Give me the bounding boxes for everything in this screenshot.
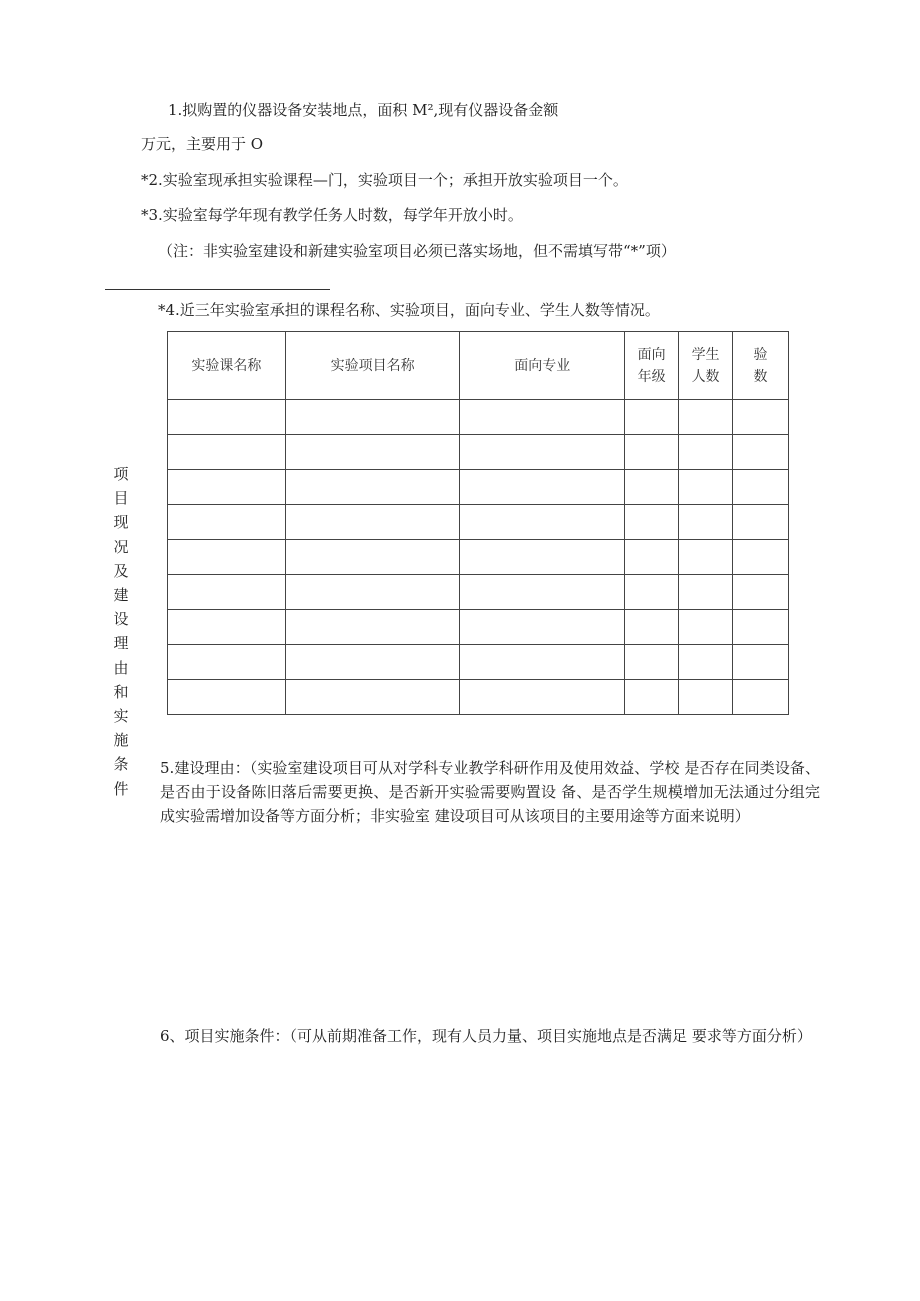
table-cell[interactable]	[168, 645, 286, 680]
side-label-char: 现	[113, 513, 129, 532]
table-cell[interactable]	[733, 470, 789, 505]
header-project-name: 实验项目名称	[285, 332, 460, 400]
note: （注：非实验室建设和新建实验室项目必须已落实场地，但不需填写带“*”项）	[158, 242, 676, 260]
table-cell[interactable]	[625, 680, 679, 715]
table-cell[interactable]	[460, 540, 625, 575]
table-cell[interactable]	[168, 540, 286, 575]
table-cell[interactable]	[285, 575, 460, 610]
side-label-char: 施	[113, 731, 129, 750]
table-row	[168, 610, 789, 645]
side-label-char: 及	[113, 561, 129, 580]
side-label-char: 理	[113, 634, 129, 653]
item-3: *3.实验室每学年现有教学任务人时数，每学年开放小时。	[141, 206, 523, 224]
table-cell[interactable]	[285, 435, 460, 470]
header-grade	[625, 332, 679, 400]
table-cell[interactable]	[168, 680, 286, 715]
header-count-text: 验数	[753, 346, 768, 385]
table-cell[interactable]	[733, 400, 789, 435]
item-5-reason: 5.建设理由：（实验室建设项目可从对学科专业教学科研作用及使用效益、学校 是否存在同类设备、是否由于设备陈旧落后需要更换、是否新开实验需要购置设 备、是否学生规模增加无法通过分组完成实验需增加设备等方面分析；非实验室 建设项目可从该项目的主要用途等方面来说明）	[160, 759, 820, 825]
item-1-continuation: 万元，主要用于 O	[141, 135, 264, 153]
table-cell[interactable]	[679, 575, 733, 610]
side-label-char: 和	[113, 682, 129, 701]
header-students	[679, 332, 733, 400]
table-cell[interactable]	[679, 645, 733, 680]
item-6-conditions: 6、项目实施条件：（可从前期准备工作，现有人员力量、项目实施地点是否满足 要求等方面分析）	[160, 1027, 812, 1045]
header-students-text: 学生人数	[691, 346, 720, 385]
table-cell[interactable]	[460, 680, 625, 715]
side-label-char: 件	[113, 779, 129, 798]
side-label-char: 项	[113, 465, 129, 483]
table-row	[168, 505, 789, 540]
table-cell[interactable]	[625, 645, 679, 680]
table-cell[interactable]	[625, 575, 679, 610]
side-label-char: 条	[113, 755, 129, 774]
side-label-char: 况	[113, 537, 129, 556]
table-row	[168, 435, 789, 470]
header-count	[733, 332, 789, 400]
table-row	[168, 470, 789, 505]
table-cell[interactable]	[285, 540, 460, 575]
table-cell[interactable]	[625, 400, 679, 435]
table-row	[168, 540, 789, 575]
header-grade-text: 面向年级	[637, 346, 666, 385]
side-label-char: 目	[113, 489, 129, 508]
table-cell[interactable]	[625, 540, 679, 575]
table-cell[interactable]	[460, 400, 625, 435]
table-cell[interactable]	[733, 505, 789, 540]
table-cell[interactable]	[625, 610, 679, 645]
table-cell[interactable]	[733, 540, 789, 575]
side-section-label	[111, 462, 131, 801]
side-label-char: 建	[113, 586, 129, 605]
table-cell[interactable]	[285, 680, 460, 715]
item-1-line: 1.拟购置的仪器设备安装地点，面积 M²,现有仪器设备金额	[168, 101, 559, 119]
table-row	[168, 645, 789, 680]
table-cell[interactable]	[168, 575, 286, 610]
table-cell[interactable]	[679, 610, 733, 645]
table-cell[interactable]	[625, 505, 679, 540]
header-major: 面向专业	[460, 332, 625, 400]
table-cell[interactable]	[168, 435, 286, 470]
table-cell[interactable]	[733, 645, 789, 680]
table-cell[interactable]	[679, 435, 733, 470]
divider-line	[105, 289, 330, 290]
table-cell[interactable]	[679, 470, 733, 505]
table-cell[interactable]	[733, 575, 789, 610]
table-cell[interactable]	[460, 470, 625, 505]
table-cell[interactable]	[679, 400, 733, 435]
table-row	[168, 575, 789, 610]
table-row	[168, 400, 789, 435]
table-cell[interactable]	[733, 435, 789, 470]
item-2: *2.实验室现承担实验课程—门，实验项目一个；承担开放实验项目一个。	[141, 171, 628, 189]
table-header-row	[168, 332, 789, 400]
table-cell[interactable]	[168, 505, 286, 540]
table-cell[interactable]	[168, 610, 286, 645]
table-cell[interactable]	[460, 610, 625, 645]
table-cell[interactable]	[285, 400, 460, 435]
table-cell[interactable]	[460, 575, 625, 610]
table-cell[interactable]	[733, 610, 789, 645]
table-cell[interactable]	[625, 435, 679, 470]
header-course-name: 实验课名称	[168, 332, 286, 400]
table-cell[interactable]	[460, 645, 625, 680]
table-cell[interactable]	[460, 505, 625, 540]
table-cell[interactable]	[285, 645, 460, 680]
table-cell[interactable]	[679, 680, 733, 715]
table-cell[interactable]	[168, 470, 286, 505]
side-label-char: 由	[113, 658, 129, 677]
side-label-char: 实	[113, 707, 129, 726]
side-label-char: 设	[113, 610, 129, 629]
table-cell[interactable]	[285, 505, 460, 540]
table-cell[interactable]	[285, 610, 460, 645]
table-row	[168, 680, 789, 715]
table-cell[interactable]	[285, 470, 460, 505]
table-cell[interactable]	[679, 505, 733, 540]
table-cell[interactable]	[733, 680, 789, 715]
course-table	[167, 331, 789, 715]
item-4: *4.近三年实验室承担的课程名称、实验项目，面向专业、学生人数等情况。	[158, 301, 660, 319]
table-cell[interactable]	[168, 400, 286, 435]
table-cell[interactable]	[460, 435, 625, 470]
table-cell[interactable]	[625, 470, 679, 505]
table-cell[interactable]	[679, 540, 733, 575]
